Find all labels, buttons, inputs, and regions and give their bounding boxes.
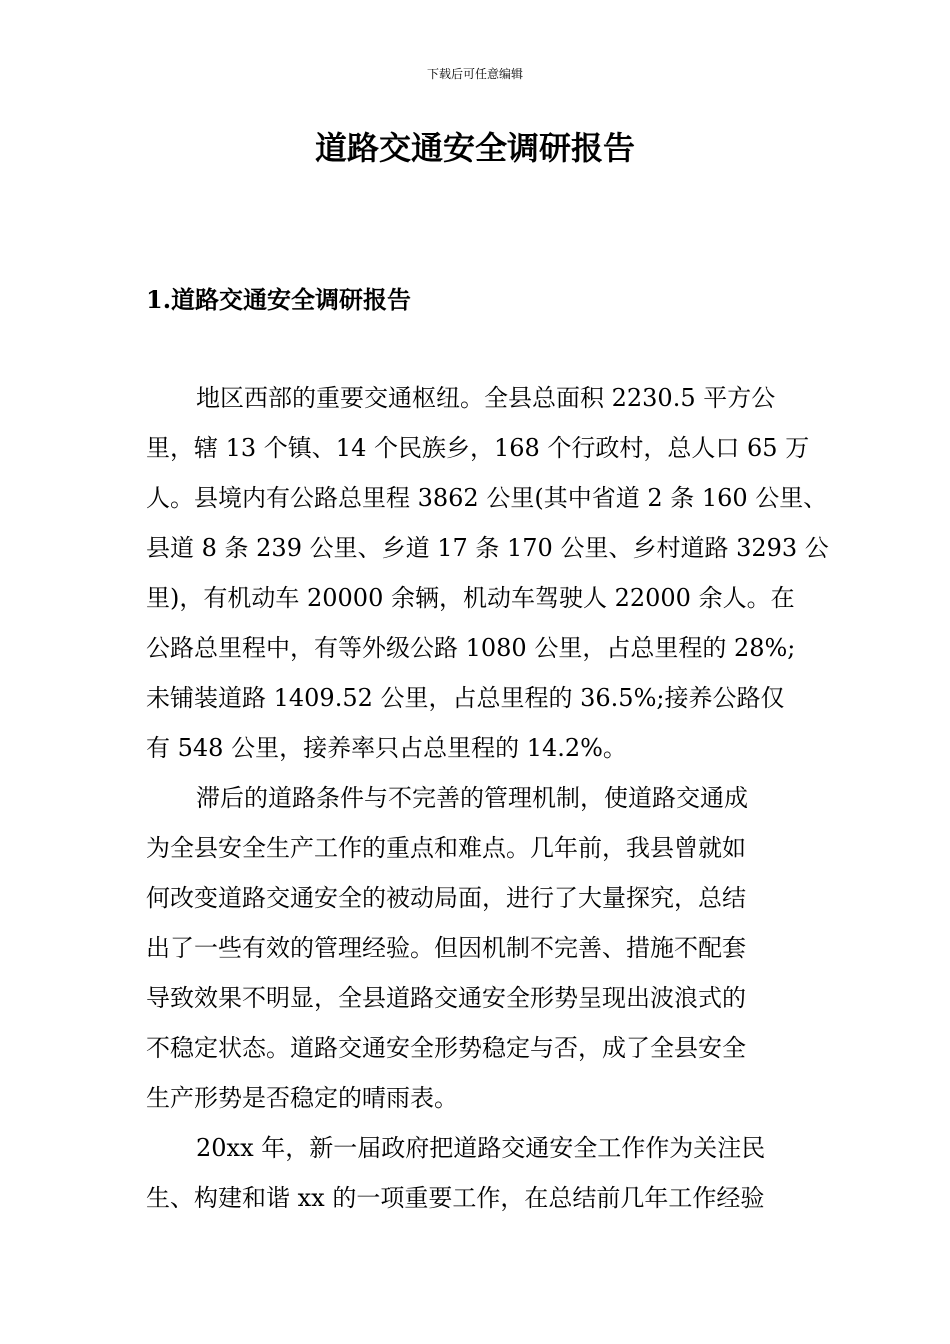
paragraph-line: 20xx 年，新一届政府把道路交通安全工作作为关注民 — [196, 1134, 766, 1162]
paragraph-3 — [146, 1123, 836, 1223]
header-note: 下载后可任意编辑 — [426, 67, 523, 81]
paragraph-line: 县道 8 条 239 公里、乡道 17 条 170 公里、乡村道路 3293 公 — [146, 534, 829, 562]
section-heading: 1.道路交通安全调研报告 — [146, 285, 412, 314]
paragraph-line: 公路总里程中，有等外级公路 1080 公里，占总里程的 28%; — [146, 634, 796, 662]
paragraph-line: 滞后的道路条件与不完善的管理机制，使道路交通成 — [196, 784, 748, 812]
paragraph-line: 出了一些有效的管理经验。但因机制不完善、措施不配套 — [146, 934, 746, 962]
paragraph-line: 未铺装道路 1409.52 公里，占总里程的 36.5%;接养公路仅 — [146, 684, 785, 712]
paragraph-1 — [146, 373, 836, 773]
paragraph-line: 导致效果不明显，全县道路交通安全形势呈现出波浪式的 — [146, 984, 746, 1012]
paragraph-line: 地区西部的重要交通枢纽。全县总面积 2230.5 平方公 — [196, 384, 776, 412]
paragraph-line: 有 548 公里，接养率只占总里程的 14.2%。 — [146, 734, 627, 762]
paragraph-line: 人。县境内有公路总里程 3862 公里(其中省道 2 条 160 公里、 — [146, 484, 828, 512]
paragraph-line: 不稳定状态。道路交通安全形势稳定与否，成了全县安全 — [146, 1034, 746, 1062]
paragraph-line: 里，辖 13 个镇、14 个民族乡，168 个行政村，总人口 65 万 — [146, 434, 810, 462]
paragraph-line: 生、构建和谐 xx 的一项重要工作，在总结前几年工作经验 — [146, 1184, 765, 1212]
paragraph-line: 生产形势是否稳定的晴雨表。 — [146, 1084, 458, 1112]
paragraph-line: 为全县安全生产工作的重点和难点。几年前，我县曾就如 — [146, 834, 746, 862]
paragraph-line: 何改变道路交通安全的被动局面，进行了大量探究，总结 — [146, 884, 746, 912]
paragraph-line: 里)，有机动车 20000 余辆，机动车驾驶人 22000 余人。在 — [146, 584, 795, 612]
paragraph-2 — [146, 773, 836, 1123]
document-title: 道路交通安全调研报告 — [314, 129, 635, 167]
